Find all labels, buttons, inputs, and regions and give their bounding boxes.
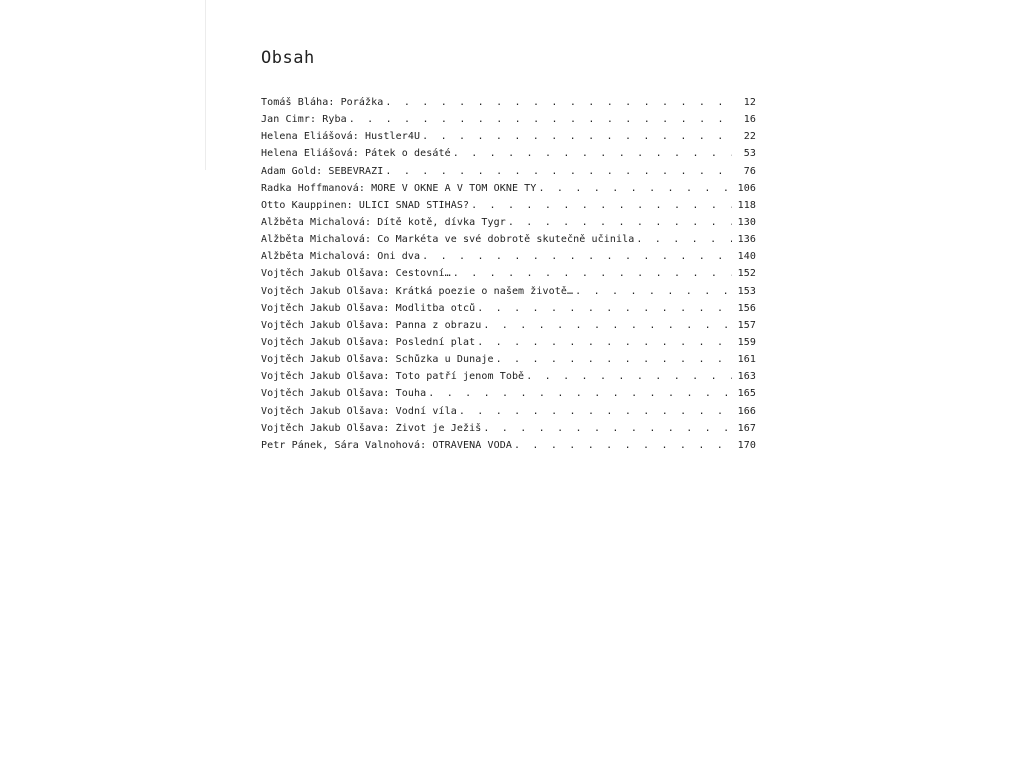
toc-entry-title: Adam Gold: SEBEVRAZI <box>261 165 384 177</box>
scan-page-edge <box>205 0 206 170</box>
toc-entry-page-number: 130 <box>737 216 756 228</box>
toc-entry <box>261 423 756 440</box>
toc-dot-leader <box>514 440 732 451</box>
toc-entry <box>261 320 756 337</box>
toc-dot-leader <box>428 388 732 399</box>
toc-entry-page-number: 53 <box>743 148 756 160</box>
toc-dot-leader <box>636 234 732 245</box>
toc-entry-page-number: 157 <box>737 319 756 331</box>
toc-entry-page-number: 165 <box>737 388 756 400</box>
toc-entry-page-number: 156 <box>737 302 756 314</box>
toc-entry-title: Vojtěch Jakub Olšava: Modlitba otců <box>261 302 476 314</box>
toc-dot-leader <box>483 320 732 331</box>
toc-entry-title: Vojtěch Jakub Olšava: Schůzka u Dunaje <box>261 354 494 366</box>
toc-entry <box>261 200 756 217</box>
table-of-contents <box>261 97 756 457</box>
toc-entry <box>261 371 756 388</box>
page-title: Obsah <box>261 48 315 68</box>
toc-dot-leader <box>453 148 732 159</box>
toc-entry-title: Alžběta Michalová: Co Markéta ve své dobrotě skutečně učinila <box>261 234 635 246</box>
toc-entry-title: Vojtěch Jakub Olšava: Touha <box>261 388 427 400</box>
toc-entry <box>261 97 756 114</box>
toc-entry <box>261 217 756 234</box>
toc-entry-page-number: 136 <box>737 234 756 246</box>
toc-entry-page-number: 159 <box>737 336 756 348</box>
toc-entry <box>261 131 756 148</box>
toc-dot-leader <box>496 354 732 365</box>
toc-dot-leader <box>508 217 732 228</box>
toc-entry <box>261 114 756 131</box>
toc-entry-page-number: 153 <box>737 285 756 297</box>
toc-dot-leader <box>471 200 732 211</box>
toc-entry <box>261 234 756 251</box>
toc-entry-title: Vojtěch Jakub Olšava: Poslední plat <box>261 336 476 348</box>
toc-entry-title: Tomáš Bláha: Porážka <box>261 97 384 108</box>
toc-entry <box>261 303 756 320</box>
toc-entry <box>261 440 756 457</box>
toc-entry-title: Vojtěch Jakub Olšava: Vodní víla <box>261 405 457 417</box>
toc-entry-title: Jan Cimr: Ryba <box>261 114 347 126</box>
toc-entry-title: Petr Pánek, Sára Valnohová: OTRÁVENÁ VODA <box>261 439 512 451</box>
toc-dot-leader <box>385 166 732 177</box>
toc-entry-page-number: 166 <box>737 405 756 417</box>
toc-entry-page-number: 140 <box>737 251 756 263</box>
toc-dot-leader <box>459 406 732 417</box>
toc-entry-page-number: 152 <box>737 268 756 280</box>
toc-entry-title: Helena Eliášová: Pátek o desáté <box>261 148 451 160</box>
toc-dot-leader <box>422 251 732 262</box>
toc-entry <box>261 337 756 354</box>
toc-entry-page-number: 118 <box>737 199 756 211</box>
toc-entry-page-number: 16 <box>743 114 756 126</box>
toc-entry <box>261 251 756 268</box>
toc-dot-leader <box>538 183 732 194</box>
toc-entry <box>261 406 756 423</box>
toc-entry <box>261 148 756 165</box>
toc-entry-page-number: 167 <box>737 422 756 434</box>
toc-entry-page-number: 161 <box>737 354 756 366</box>
toc-entry-title: Alžběta Michalová: Oni dva <box>261 251 421 263</box>
toc-dot-leader <box>385 97 732 108</box>
toc-dot-leader <box>453 268 732 279</box>
toc-entry-page-number: 106 <box>737 182 756 194</box>
toc-entry-title: Vojtěch Jakub Olšava: Krátká poezie o našem životě… <box>261 285 574 297</box>
toc-dot-leader <box>422 131 732 142</box>
toc-entry-page-number: 163 <box>737 371 756 383</box>
document-page <box>261 45 756 457</box>
toc-dot-leader <box>477 303 732 314</box>
toc-entry-title: Vojtěch Jakub Olšava: Život je Ježiš <box>261 422 482 434</box>
toc-entry-title: Vojtěch Jakub Olšava: Cestovní… <box>261 268 451 280</box>
toc-entry <box>261 388 756 405</box>
toc-entry <box>261 183 756 200</box>
toc-dot-leader <box>526 371 732 382</box>
toc-entry-page-number: 12 <box>743 97 756 108</box>
toc-entry <box>261 286 756 303</box>
toc-entry-title: Vojtěch Jakub Olšava: Panna z obrazu <box>261 319 482 331</box>
toc-entry-page-number: 76 <box>743 165 756 177</box>
toc-entry-page-number: 170 <box>737 439 756 451</box>
toc-entry-title: Vojtěch Jakub Olšava: Toto patří jenom Tobě <box>261 371 525 383</box>
toc-dot-leader <box>349 114 732 125</box>
toc-entry-page-number: 22 <box>743 131 756 143</box>
toc-entry-title: Radka Hoffmanová: MORE V OKNE A V TOM OKNE TY <box>261 182 537 194</box>
toc-entry-title: Alžběta Michalová: Dítě kotě, dívka Tygr <box>261 216 506 228</box>
toc-dot-leader <box>483 423 732 434</box>
toc-dot-leader <box>575 286 732 297</box>
toc-dot-leader <box>477 337 732 348</box>
toc-entry-title: Otto Kauppinen: ULICI SNAD STÍHÁŠ? <box>261 199 470 211</box>
toc-entry <box>261 268 756 285</box>
toc-entry-title: Helena Eliášová: Hustler4U <box>261 131 421 143</box>
toc-entry <box>261 354 756 371</box>
toc-entry <box>261 166 756 183</box>
